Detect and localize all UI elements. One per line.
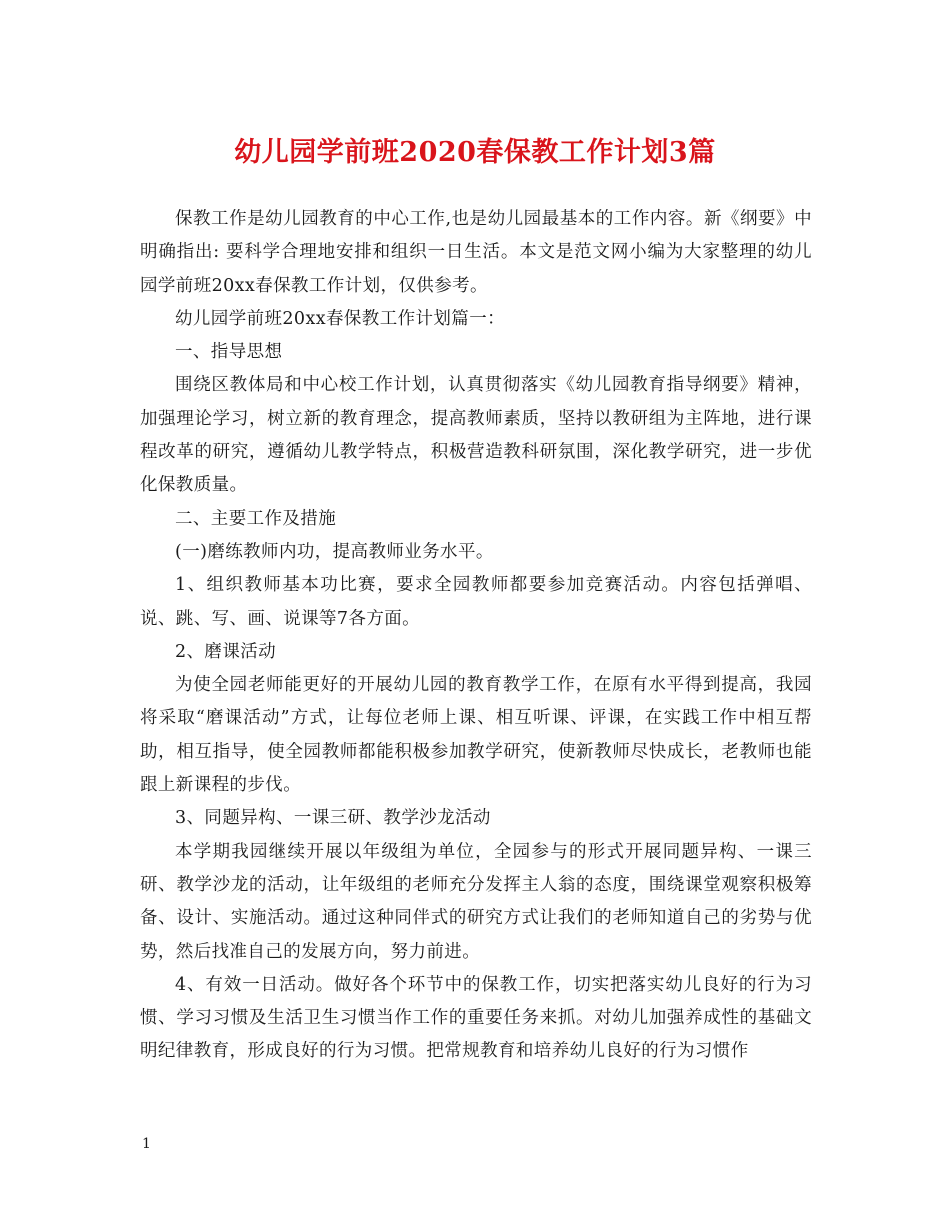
document-title: 幼儿园学前班2020春保教工作计划3篇 [234, 137, 716, 168]
paragraph-item-1: 1、组织教师基本功比赛，要求全园教师都要参加竞赛活动。内容包括弹唱、说、跳、写、画、说课等7各方面。 [140, 575, 812, 629]
paragraph-item-3: 本学期我园继续开展以年级组为单位，全园参与的形式开展同题异构、一课三研、教学沙龙的活动，让年级组的老师充分发挥主人翁的态度，围绕课堂观察积极筹备、设计、实施活动。通过这种同伴式的研究方式让我们的老师知道自己的劣势与优势，然后找准自己的发展方向，努力前进。 [140, 841, 812, 962]
paragraph-item-2: 为使全园老师能更好的开展幼儿园的教育教学工作，在原有水平得到提高，我园将采取“磨课活动”方式，让每位老师上课、相互听课、评课，在实践工作中相互帮助，相互指导，使全园教师都能积极参加教学研究，使新教师尽快成长，老教师也能跟上新课程的步伐。 [140, 675, 812, 796]
paragraph-section-heading: 幼儿园学前班20xx春保教工作计划篇一： [175, 308, 506, 329]
paragraph-intro: 保教工作是幼儿园教育的中心工作,也是幼儿园最基本的工作内容。新《纲要》中明确指出: 要科学合理地安排和组织一日生活。本文是范文网小编为大家整理的幼儿园学前班20xx春保教工作计划，仅供参考。 [140, 209, 812, 296]
paragraph-item-3-heading: 3、同题异构、一课三研、教学沙龙活动 [175, 808, 491, 829]
paragraph-heading-guiding-ideology: 一、指导思想 [175, 342, 283, 363]
document-body [140, 203, 812, 1069]
paragraph-subheading-teacher-skills: (一)磨练教师内功，提高教师业务水平。 [175, 541, 494, 562]
paragraph-item-4: 4、有效一日活动。做好各个环节中的保教工作，切实把落实幼儿良好的行为习惯、学习习惯及生活卫生习惯当作工作的重要任务来抓。对幼儿加强养成性的基础文明纪律教育，形成良好的行为习惯。把常规教育和培养幼儿良好的行为习惯作 [140, 974, 812, 1062]
page-number: 1 [142, 1136, 151, 1152]
paragraph-heading-main-work: 二、主要工作及措施 [175, 508, 337, 529]
paragraph-guiding-ideology: 围绕区教体局和中心校工作计划，认真贯彻落实《幼儿园教育指导纲要》精神，加强理论学习，树立新的教育理念，提高教师素质，坚持以教研组为主阵地，进行课程改革的研究，遵循幼儿教学特点，积极营造教科研氛围，深化教学研究，进一步优化保教质量。 [140, 375, 812, 496]
paragraph-item-2-heading: 2、磨课活动 [175, 641, 277, 662]
